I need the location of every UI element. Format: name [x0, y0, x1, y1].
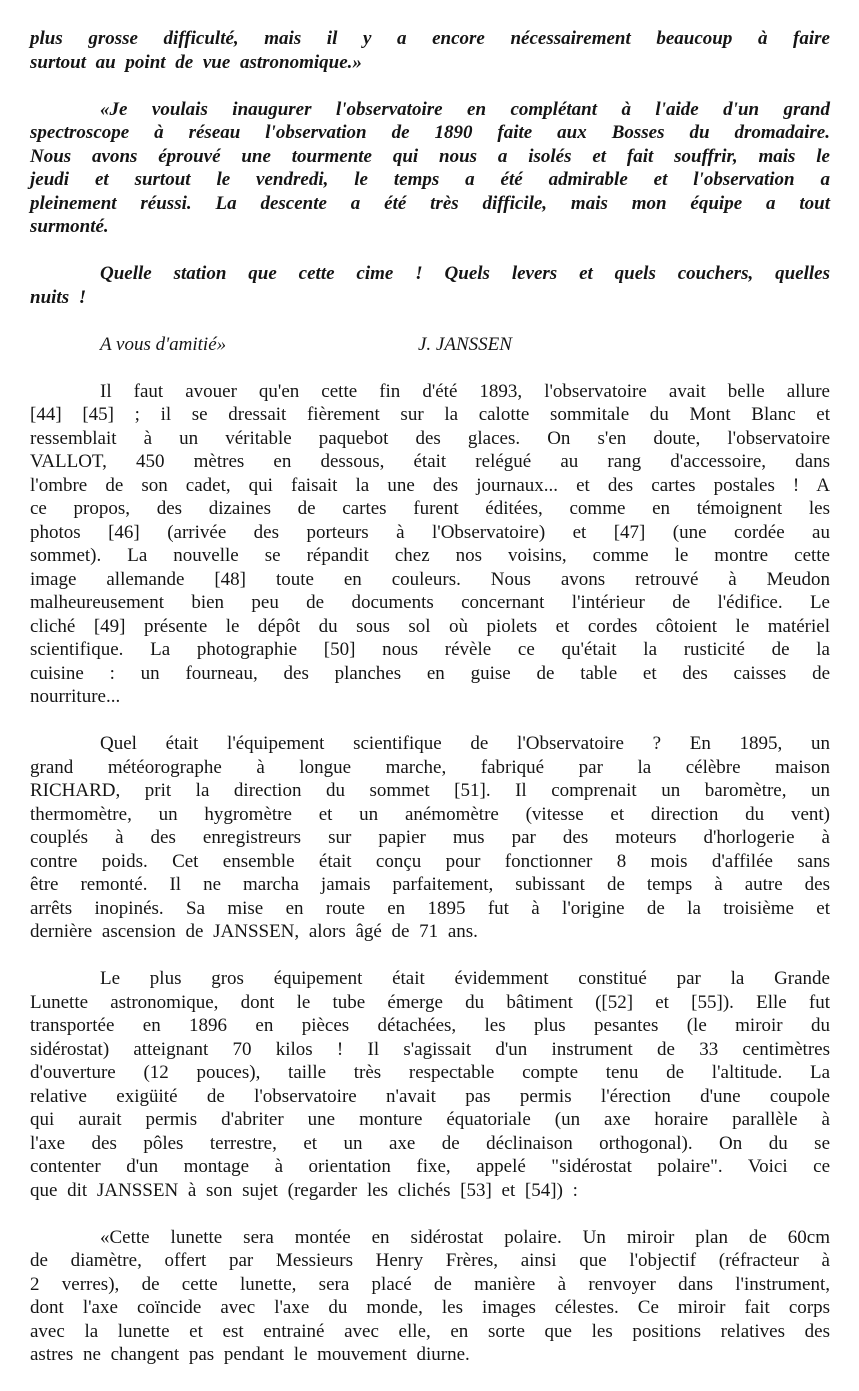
paragraph	[30, 27, 830, 74]
paragraph	[30, 1226, 830, 1367]
text-line: nuits !	[30, 286, 87, 308]
text-line: surtout au point de vue astronomique.»	[30, 51, 362, 73]
text-line: couplés à des enregistreurs sur papier mus par des moteurs d'horlogerie à	[30, 827, 830, 848]
text-line: «Je voulais inaugurer l'observatoire en complétant à l'aide d'un grand	[100, 98, 830, 120]
text-line: scientifique. La photographie [50] nous révèle ce qu'était la rusticité de la	[30, 639, 830, 660]
signature-row	[30, 333, 830, 357]
text-line: Il faut avouer qu'en cette fin d'été 1893, l'observatoire avait belle allure	[100, 380, 830, 402]
text-line: être remonté. Il ne marcha jamais parfaitement, subissant de temps à autre des	[30, 874, 830, 895]
paragraph	[30, 380, 830, 709]
text-line: surmonté.	[30, 216, 109, 237]
text-line: sommet). La nouvelle se répandit chez nos voisins, comme le montre cette	[30, 545, 830, 566]
text-line: contenter d'un montage à orientation fixe, appelé "sidérostat polaire". Voici ce	[30, 1156, 830, 1177]
text-line: cuisine : un fourneau, des planches en guise de table et des caisses de	[30, 662, 830, 684]
text-line: l'axe des pôles terrestre, et un axe de déclinaison orthogonal). On du se	[30, 1132, 830, 1154]
text-line: jeudi et surtout le vendredi, le temps a été admirable et l'observation a	[30, 169, 830, 190]
paragraph	[30, 967, 830, 1202]
text-line: image allemande [48] toute en couleurs. Nous avons retrouvé à Meudon	[30, 568, 830, 590]
text-line: sidérostat) atteignant 70 kilos ! Il s'agissait d'un instrument de 33 centimètres	[30, 1038, 830, 1060]
text-line: pleinement réussi. La descente a été très difficile, mais mon équipe a tout	[30, 192, 830, 214]
text-line: thermomètre, un hygromètre et un anémomètre (vitesse et direction du vent)	[30, 803, 830, 825]
text-line: Nous avons éprouvé une tourmente qui nous a isolés et fait souffrir, mais le	[30, 145, 830, 167]
text-line: qui aurait permis d'abriter une monture équatoriale (un axe horaire parallèle à	[30, 1109, 830, 1130]
text-line: ce propos, des dizaines de cartes furent éditées, comme en témoignent les	[30, 498, 830, 519]
text-line: arrêts inopinés. Sa mise en route en 1895 fut à l'origine de la troisième et	[30, 897, 830, 919]
text-line: Quel était l'équipement scientifique de l'Observatoire ? En 1895, un	[100, 733, 830, 754]
text-line: d'ouverture (12 pouces), taille très respectable compte tenu de l'altitude. La	[30, 1062, 830, 1083]
paragraph	[30, 732, 830, 944]
text-line: Lunette astronomique, dont le tube émerge du bâtiment ([52] et [55]). Elle fut	[30, 991, 830, 1013]
text-line: Le plus gros équipement était évidemment constitué par la Grande	[100, 968, 830, 989]
text-line: malheureusement bien peu de documents concernant l'intérieur de l'édifice. Le	[30, 592, 830, 613]
text-line: contre poids. Cet ensemble était conçu pour fonctionner 8 mois d'affilée sans	[30, 850, 830, 872]
text-line: 2 verres), de cette lunette, sera placé de manière à renvoyer dans l'instrument,	[30, 1273, 830, 1295]
signature-closing-text: A vous d'amitié»	[100, 333, 227, 355]
text-line: que dit JANSSEN à son sujet (regarder les clichés [53] et [54]) :	[30, 1179, 578, 1201]
text-line: photos [46] (arrivée des porteurs à l'Observatoire) et [47] (une cordée au	[30, 521, 830, 543]
text-line: ressemblait à un véritable paquebot des glaces. On s'en doute, l'observatoire	[30, 427, 830, 449]
paragraph	[30, 98, 830, 239]
signature-author-name: J. JANSSEN	[418, 333, 512, 355]
text-line: grand météorographe à longue marche, fabriqué par la célèbre maison	[30, 756, 830, 778]
text-line: avec la lunette et est entrainé avec elle, en sorte que les positions relatives des	[30, 1320, 830, 1342]
text-line: Quelle station que cette cime ! Quels levers et quels couchers, quelles	[100, 263, 830, 284]
text-line: de diamètre, offert par Messieurs Henry Frères, ainsi que l'objectif (réfracteur à	[30, 1250, 830, 1271]
text-line: spectroscope à réseau l'observation de 1890 faite aux Bosses du dromadaire.	[30, 122, 830, 143]
text-line: dernière ascension de JANSSEN, alors âgé de 71 ans.	[30, 921, 478, 942]
text-line: plus grosse difficulté, mais il y a encore nécessairement beaucoup à faire	[30, 28, 830, 49]
text-line: [44] [45] ; il se dressait fièrement sur la calotte sommitale du Mont Blanc et	[30, 404, 830, 425]
text-line: VALLOT, 450 mètres en dessous, était relégué au rang d'accessoire, dans	[30, 451, 830, 472]
text-line: astres ne changent pas pendant le mouvement diurne.	[30, 1344, 470, 1365]
text-line: RICHARD, prit la direction du sommet [51]. Il comprenait un baromètre, un	[30, 780, 830, 801]
paragraph	[30, 262, 830, 309]
text-line: dont l'axe coïncide avec l'axe du monde, les images célestes. Ce miroir fait corps	[30, 1297, 830, 1318]
text-line: transportée en 1896 en pièces détachées, les plus pesantes (le miroir du	[30, 1015, 830, 1036]
text-line: cliché [49] présente le dépôt du sous sol où piolets et cordes côtoient le matériel	[30, 615, 830, 637]
text-line: relative exigüité de l'observatoire n'avait pas permis l'érection d'une coupole	[30, 1085, 830, 1107]
text-line: «Cette lunette sera montée en sidérostat polaire. Un miroir plan de 60cm	[100, 1226, 830, 1248]
text-line: nourriture...	[30, 686, 121, 707]
text-line: l'ombre de son cadet, qui faisait la une des journaux... et des cartes postales ! A	[30, 474, 830, 496]
